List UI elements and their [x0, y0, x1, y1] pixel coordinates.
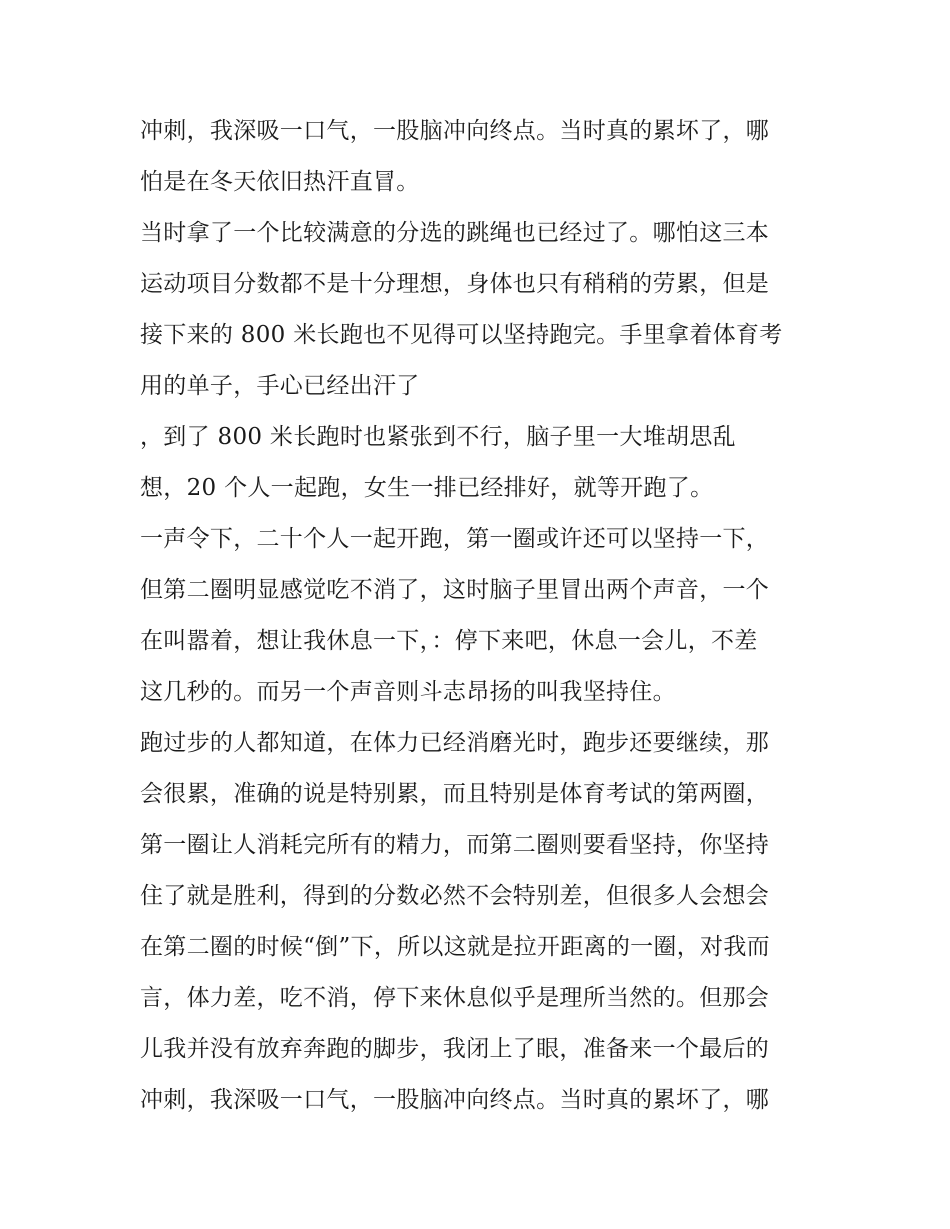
text-line: 会很累，准确的说是特别累，而且特别是体育考试的第两圈， [140, 781, 770, 807]
text-line: 但第二圈明显感觉吃不消了，这时脑子里冒出两个声音，一个 [140, 577, 770, 603]
text-line: 跑过步的人都知道，在体力已经消磨光时，跑步还要继续，那 [140, 730, 770, 756]
text-line: 这几秒的。而另一个声音则斗志昂扬的叫我坚持住。 [140, 679, 676, 705]
text-line: 住了就是胜利，得到的分数必然不会特别差，但很多人会想会 [140, 883, 770, 909]
text-line: 一声令下，二十个人一起开跑，第一圈或许还可以坚持一下， [140, 526, 770, 552]
text-line: 言，体力差，吃不消，停下来休息似乎是理所当然的。但那会 [140, 985, 770, 1011]
text-line: ，到了 800 米长跑时也紧张到不行，脑子里一大堆胡思乱 [140, 424, 736, 450]
text-line: 想，20 个人一起跑，女生一排已经排好，就等开跑了。 [140, 475, 714, 501]
text-line: 运动项目分数都不是十分理想，身体也只有稍稍的劳累，但是 [140, 271, 770, 297]
text-line: 儿我并没有放弃奔跑的脚步，我闭上了眼，准备来一个最后的 [140, 1036, 770, 1062]
text-line: 在叫嚣着，想让我休息一下，：停下来吧，休息一会儿，不差 [140, 628, 758, 654]
body-text [140, 106, 840, 1126]
text-line: 接下来的 800 米长跑也不见得可以坚持跑完。手里拿着体育考 [140, 322, 783, 348]
text-line: 用的单子，手心已经出汗了 [140, 373, 420, 399]
text-line: 怕是在冬天依旧热汗直冒。 [140, 169, 420, 195]
text-line: 第一圈让人消耗完所有的精力，而第二圈则要看坚持，你坚持 [140, 832, 770, 858]
text-line: 当时拿了一个比较满意的分选的跳绳也已经过了。哪怕这三本 [140, 220, 770, 246]
text-line: 冲刺，我深吸一口气，一股脑冲向终点。当时真的累坏了，哪 [140, 118, 770, 144]
text-line: 冲刺，我深吸一口气，一股脑冲向终点。当时真的累坏了，哪 [140, 1087, 770, 1113]
text-line: 在第二圈的时候“倒”下，所以这就是拉开距离的一圈，对我而 [140, 934, 770, 960]
